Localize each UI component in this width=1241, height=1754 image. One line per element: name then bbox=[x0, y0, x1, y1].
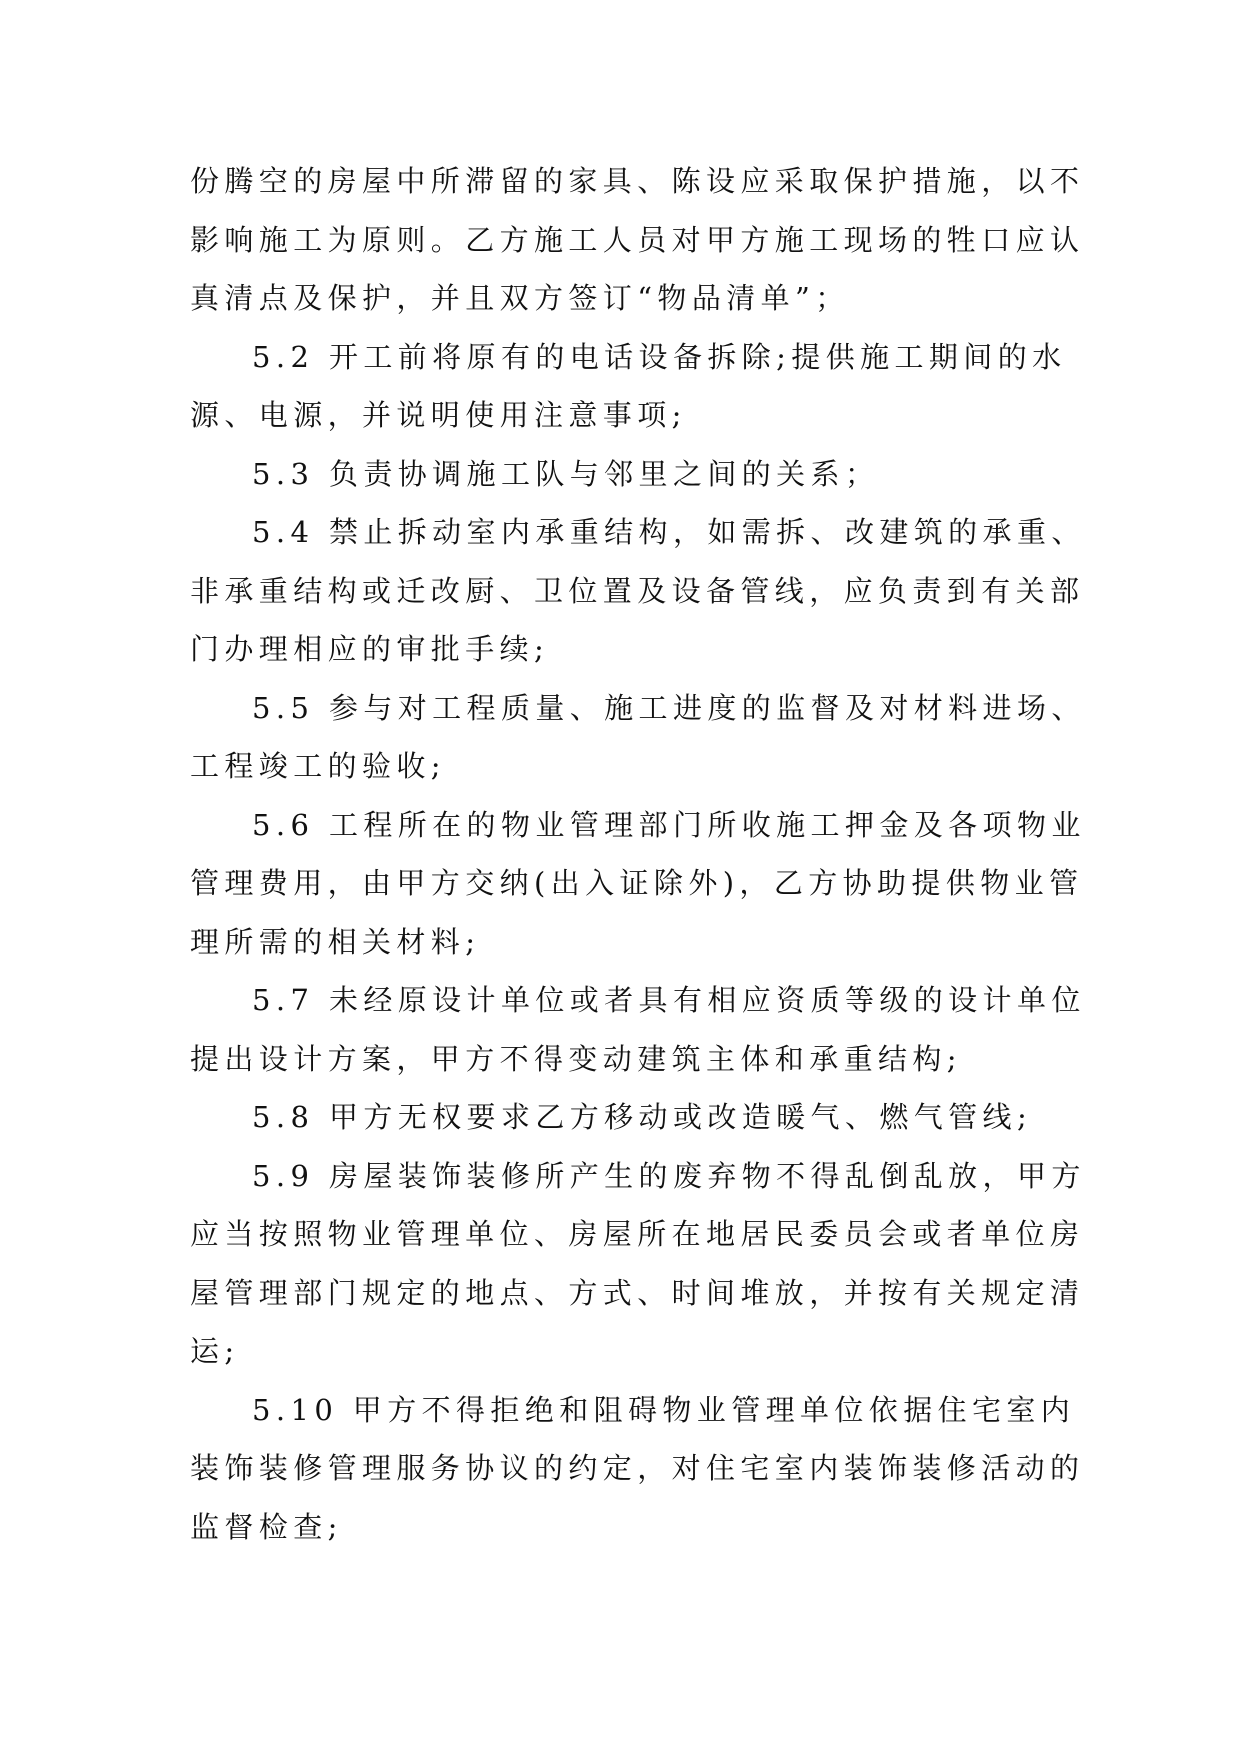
clause-5-5-line: 5.5 参与对工程质量、施工进度的监督及对材料进场、 bbox=[252, 690, 1086, 725]
text-line: 门办理相应的审批手续; bbox=[190, 632, 550, 666]
clause-5-8-line: 5.8 甲方无权要求乙方移动或改造暖气、燃气管线; bbox=[252, 1100, 1033, 1134]
text-line: 工程竣工的验收; bbox=[190, 749, 446, 783]
text-line: 理所需的相关材料; bbox=[190, 924, 481, 959]
clause-5-10-line: 5.10 甲方不得拒绝和阻碍物业管理单位依据住宅室内 bbox=[252, 1392, 1076, 1427]
text-line: 屋管理部门规定的地点、方式、时间堆放，并按有关规定清 bbox=[190, 1275, 1085, 1310]
clause-5-6-line: 5.6 工程所在的物业管理部门所收施工押金及各项物业 bbox=[252, 807, 1086, 842]
text-line: 源、电源，并说明使用注意事项; bbox=[190, 398, 687, 432]
text-line: 非承重结构或迁改厨、卫位置及设备管线，应负责到有关部 bbox=[190, 573, 1085, 608]
text-line: 影响施工为原则。乙方施工人员对甲方施工现场的牲口应认 bbox=[190, 222, 1085, 257]
text-line: 管理费用，由甲方交纳(出入证除外)，乙方协助提供物业管 bbox=[190, 866, 1084, 900]
text-line: 真清点及保护，并且双方签订“物品清单”； bbox=[190, 281, 850, 315]
text-line: 应当按照物业管理单位、房屋所在地居民委员会或者单位房 bbox=[190, 1217, 1085, 1251]
clause-5-2-line: 5.2 开工前将原有的电话设备拆除;提供施工期间的水 bbox=[252, 339, 1067, 374]
text-line: 提出设计方案，甲方不得变动建筑主体和承重结构; bbox=[190, 1041, 962, 1076]
clause-5-3-line: 5.3 负责协调施工队与邻里之间的关系； bbox=[252, 456, 880, 491]
text-line: 运; bbox=[190, 1334, 240, 1368]
text-line: 份腾空的房屋中所滞留的家具、陈设应采取保护措施，以不 bbox=[190, 164, 1085, 198]
clause-5-9-line: 5.9 房屋装饰装修所产生的废弃物不得乱倒乱放，甲方 bbox=[252, 1158, 1086, 1193]
document-body bbox=[190, 152, 1086, 1556]
clause-5-7-line: 5.7 未经原设计单位或者具有相应资质等级的设计单位 bbox=[252, 983, 1086, 1017]
clause-5-4-line: 5.4 禁止拆动室内承重结构，如需拆、改建筑的承重、 bbox=[252, 515, 1086, 549]
text-line: 装饰装修管理服务协议的约定，对住宅室内装饰装修活动的 bbox=[190, 1451, 1085, 1485]
text-line: 监督检查; bbox=[190, 1509, 343, 1544]
